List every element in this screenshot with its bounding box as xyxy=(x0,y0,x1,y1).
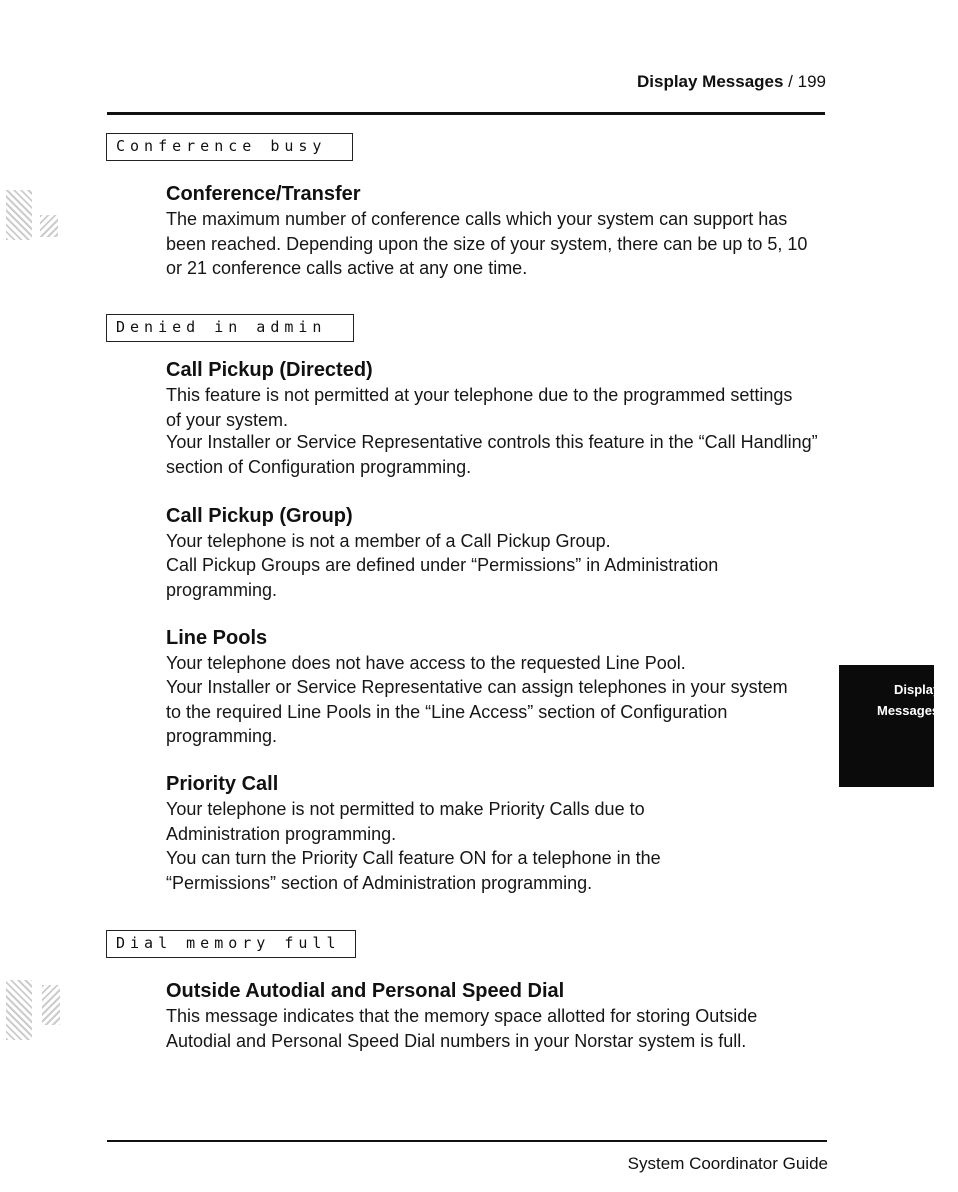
paragraph-priority-call-2: You can turn the Priority Call feature ON for a telephone in the “Permissions” section of Administration programming. xyxy=(166,848,661,893)
paragraph-line-pools-2: Your Installer or Service Representative can assign telephones in your system to the required Line Pools in the “Line Access” section of Configuration programming. xyxy=(166,677,788,746)
scan-noise xyxy=(6,190,32,240)
heading-conference-transfer: Conference/Transfer xyxy=(166,183,361,205)
heading-outside-autodial: Outside Autodial and Personal Speed Dial xyxy=(166,980,565,1002)
paragraph-call-pickup-directed-2: Your Installer or Service Representative controls this feature in the “Call Handling” section of Configuration programming. xyxy=(166,432,818,477)
header-rule xyxy=(107,112,825,115)
page-number: / 199 xyxy=(783,72,826,91)
thumb-tab-line-2: Messages xyxy=(877,703,940,718)
scan-noise xyxy=(6,980,32,1040)
paragraph-call-pickup-directed-1: This feature is not permitted at your telephone due to the programmed settings of your system. xyxy=(166,385,793,430)
header-title: Display Messages xyxy=(636,72,784,91)
footer-rule xyxy=(107,1140,827,1142)
heading-line-pools: Line Pools xyxy=(166,627,268,649)
lcd-display-dial-memory-full: Dial memory full xyxy=(106,930,356,958)
lcd-display-conference-busy: Conference busy xyxy=(106,133,353,161)
running-header xyxy=(637,72,826,92)
paragraph-call-pickup-group-2: Call Pickup Groups are defined under “Permissions” in Administration programming. xyxy=(166,555,719,600)
paragraph-line-pools-1: Your telephone does not have access to the requested Line Pool. xyxy=(166,653,686,673)
heading-call-pickup-directed: Call Pickup (Directed) xyxy=(166,359,373,381)
scan-noise xyxy=(42,985,60,1025)
paragraph-priority-call-1: Your telephone is not permitted to make Priority Calls due to Administration programming. xyxy=(166,799,645,844)
paragraph-outside-autodial: This message indicates that the memory space allotted for storing Outside Autodial and Personal Speed Dial numbers in your Norstar system is full. xyxy=(166,1006,758,1051)
heading-call-pickup-group: Call Pickup (Group) xyxy=(166,505,353,527)
lcd-display-denied-in-admin: Denied in admin xyxy=(106,314,354,342)
heading-priority-call: Priority Call xyxy=(166,773,279,795)
section-thumb-tab xyxy=(839,665,941,787)
thumb-tab-line-1: Display xyxy=(894,682,941,697)
paragraph-conference-transfer: The maximum number of conference calls which your system can support has been reached. Depending upon the size of your system, there can be up to 5, 10 or 21 conference calls active at any one time. xyxy=(166,209,808,278)
running-footer: System Coordinator Guide xyxy=(627,1154,828,1173)
scan-noise xyxy=(40,215,58,237)
paragraph-call-pickup-group-1: Your telephone is not a member of a Call Pickup Group. xyxy=(166,531,611,551)
